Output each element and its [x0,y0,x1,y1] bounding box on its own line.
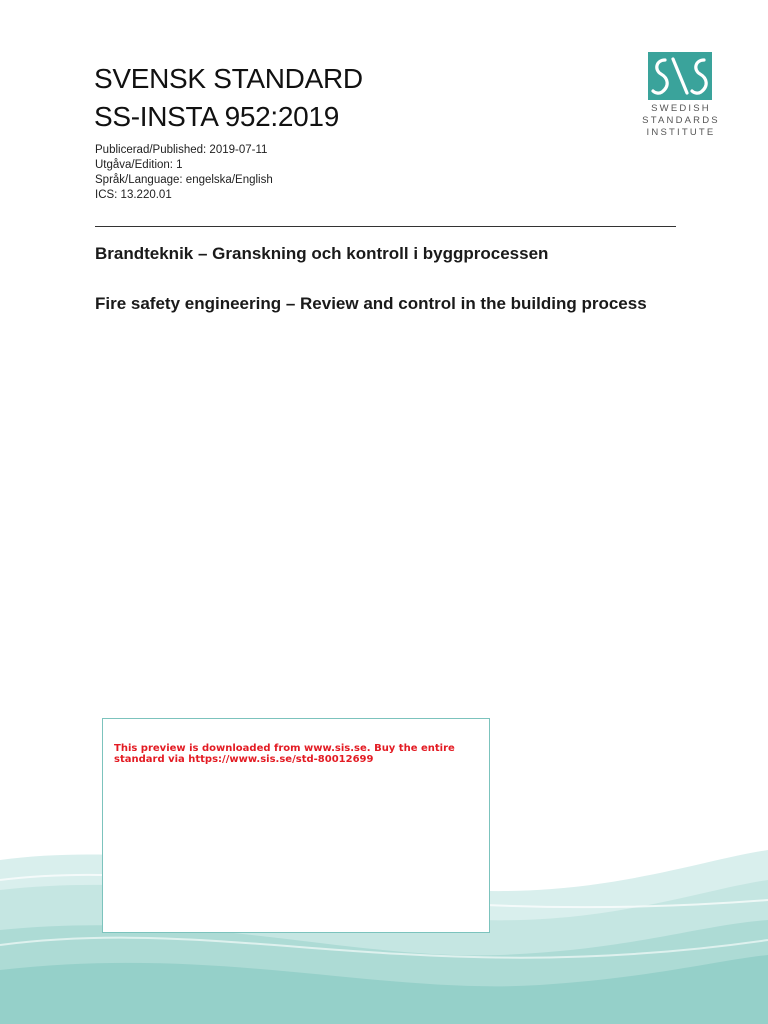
language: Språk/Language: engelska/English [95,174,273,186]
header-divider [95,226,676,227]
logo-line-1: SWEDISH [651,103,711,114]
ics-code: ICS: 13.220.01 [95,189,172,201]
logo-line-3: INSTITUTE [646,127,716,138]
preview-notice-box [102,718,490,933]
sis-logo-text [640,103,722,139]
edition: Utgåva/Edition: 1 [95,159,183,171]
logo-line-2: STANDARDS [642,115,720,126]
metadata-block [95,143,273,203]
standard-type: SVENSK STANDARD [94,63,363,94]
sis-logo [640,52,726,152]
title-english: Fire safety engineering – Review and control in the building process [95,294,647,313]
standard-number: SS-INSTA 952:2019 [94,101,339,132]
sis-logo-mark-icon [648,52,712,100]
published-date: Publicerad/Published: 2019-07-11 [95,144,268,156]
title-swedish: Brandteknik – Granskning och kontroll i byggprocessen [95,244,549,263]
preview-notice-text: This preview is downloaded from www.sis.se. Buy the entire standard via https://www.sis.se/std-80012699 [114,743,455,765]
standard-heading [94,60,363,136]
